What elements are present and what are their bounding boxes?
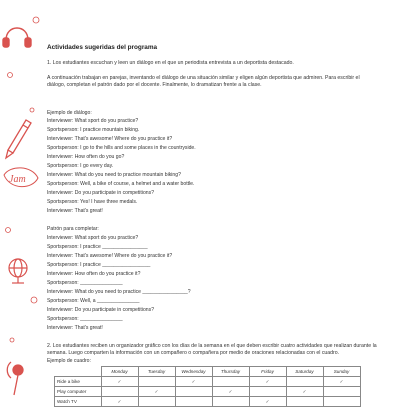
check-cell: ✓ [286, 387, 323, 397]
day-header: Friday [249, 367, 286, 377]
pattern-line: Interviewer: That's great! [47, 325, 103, 331]
check-cell: ✓ [212, 387, 249, 397]
pencil-icon [6, 120, 31, 158]
check-cell [323, 387, 360, 397]
jam-label-icon [4, 168, 38, 187]
day-header: Monday [101, 367, 138, 377]
activity-cell: Watch TV [55, 397, 102, 407]
dialogue-line: Interviewer: That's great! [47, 208, 103, 214]
activity1-instructions: A continuación trabajan en parejas, inventando el diálogo de una situación similar y eligen algún deportista que admiren. Para escribir el diálogo, completan el patrón dado por el docente. Finalmente, lo dramatizan frente a la clase. [47, 75, 360, 88]
check-cell [212, 397, 249, 407]
pattern-line: Sportsperson: _______________ [47, 280, 123, 286]
dialogue-line: Interviewer: What do you need to practice mountain biking? [47, 172, 181, 178]
document-page [46, 0, 392, 404]
dialogue-line: Sportsperson: I practice mountain biking. [47, 127, 140, 133]
pattern-line: Interviewer: That's awesome! Where do you practice it? [47, 253, 173, 259]
dialogue-line: Interviewer: How often do you go? [47, 154, 125, 160]
pattern-line: Interviewer: How often do you practice it? [47, 271, 141, 277]
check-cell [138, 377, 175, 387]
pattern-line: Interviewer: What do you need to practice ________________? [47, 289, 191, 295]
dialogue-line: Sportsperson: Yes! I have three medals. [47, 199, 138, 205]
dialogue-line: Interviewer: Do you participate in competitions? [47, 190, 155, 196]
check-cell [175, 397, 212, 407]
day-header: Wednesday [175, 367, 212, 377]
check-cell: ✓ [249, 397, 286, 407]
dialogue-line: Sportsperson: I go to the hills and some places in the countryside. [47, 145, 196, 151]
pattern-line: Sportsperson: _______________ [47, 316, 123, 322]
check-cell [101, 387, 138, 397]
check-cell [249, 387, 286, 397]
microphone-icon [7, 362, 23, 395]
check-cell [323, 397, 360, 407]
check-cell: ✓ [101, 377, 138, 387]
activity-cell: Ride a bike [55, 377, 102, 387]
activity1-intro: 1. Los estudiantes escuchan y leen un diálogo en el que un periodista entrevista a un deportista destacado. [47, 60, 294, 66]
check-cell: ✓ [249, 377, 286, 387]
dialogue-line: Interviewer: That's awesome! Where do you practice it? [47, 136, 173, 142]
decorative-sidebar [0, 0, 44, 400]
pattern-heading: Patrón para completar: [47, 226, 99, 232]
table-header-row [55, 367, 361, 377]
table-row [55, 377, 361, 387]
globe-icon [9, 259, 27, 283]
dialogue-line: Sportsperson: Well, a bike of course, a helmet and a water bottle. [47, 181, 195, 187]
check-cell: ✓ [101, 397, 138, 407]
activity2-intro: 2. Los estudiantes reciben un organizador gráfico con los días de la semana en el que deben escribir cuatro actividades que realizan durante la semana. Luego comparten la información con un compañero o compañera por medio de oraciones relacionadas con el cuadro. [47, 343, 377, 356]
pattern-line: Sportsperson: I practice ________________ [47, 244, 148, 250]
check-cell [212, 377, 249, 387]
check-cell [175, 387, 212, 397]
pattern-line: Interviewer: Do you participate in competitions? [47, 307, 155, 313]
table-heading: Ejemplo de cuadro: [47, 358, 91, 364]
weekly-activities-table [54, 366, 361, 407]
headphones-icon [3, 28, 31, 47]
day-header: Saturday [286, 367, 323, 377]
pattern-line: Interviewer: What sport do you practice? [47, 235, 139, 241]
table-row [55, 397, 361, 407]
day-header: Thursday [212, 367, 249, 377]
day-header: Tuesday [138, 367, 175, 377]
dialogue-line: Sportsperson: I go every day. [47, 163, 114, 169]
table-corner-cell [55, 367, 102, 377]
pattern-line: Sportsperson: Well, a _______________ [47, 298, 140, 304]
check-cell: ✓ [175, 377, 212, 387]
day-header: Sunday [323, 367, 360, 377]
check-cell [138, 397, 175, 407]
jam-text: Jam [9, 174, 26, 185]
activity-cell: Play computer [55, 387, 102, 397]
check-cell: ✓ [323, 377, 360, 387]
page-title: Actividades sugeridas del programa [47, 44, 158, 51]
check-cell [286, 397, 323, 407]
check-cell: ✓ [138, 387, 175, 397]
example-heading: Ejemplo de diálogo: [47, 110, 92, 116]
pattern-line: Sportsperson: I practice _________________ [47, 262, 151, 268]
dialogue-line: Interviewer: What sport do you practice? [47, 118, 139, 124]
check-cell [286, 377, 323, 387]
table-row [55, 387, 361, 397]
